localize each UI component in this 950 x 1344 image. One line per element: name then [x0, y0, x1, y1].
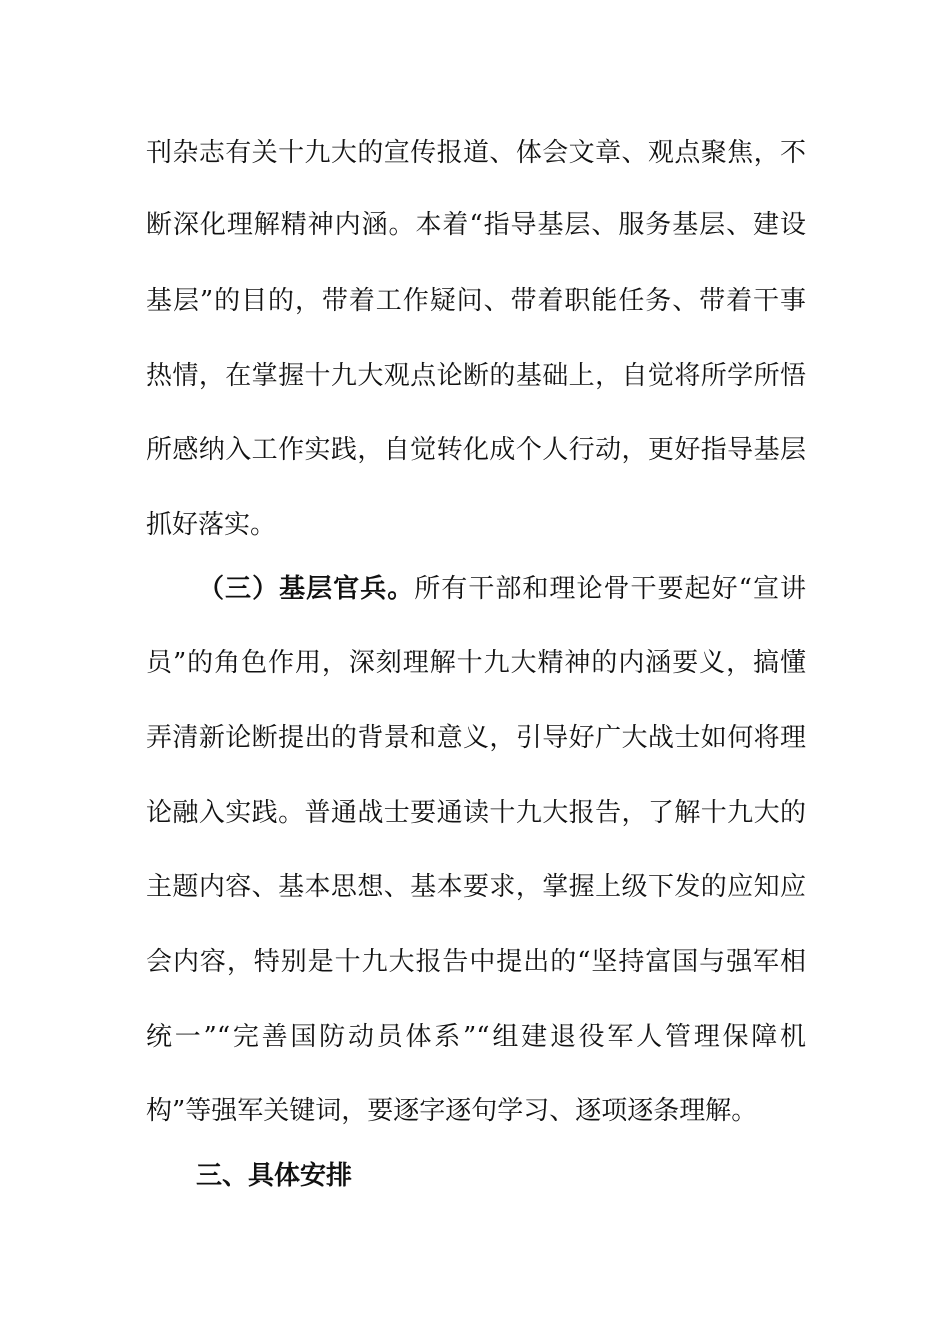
paragraph-line: 热情，在掌握十九大观点论断的基础上，自觉将所学所悟	[146, 361, 806, 391]
paragraph-line: 所感纳入工作实践，自觉转化成个人行动，更好指导基层	[146, 435, 806, 465]
paragraph-line: 抓好落实。	[146, 510, 277, 540]
paragraph-line: 论融入实践。普通战士要通读十九大报告，了解十九大的	[146, 798, 806, 828]
section-heading: 三、具体安排	[196, 1161, 353, 1191]
subsection-title: （三）基层官兵。	[198, 574, 415, 604]
paragraph-line: 构”等强军关键词，要逐字逐句学习、逐项逐条理解。	[146, 1096, 758, 1126]
paragraph-line: 会内容，特别是十九大报告中提出的“坚持富国与强军相	[146, 947, 806, 977]
paragraph-line: 主题内容、基本思想、基本要求，掌握上级下发的应知应	[146, 872, 806, 902]
paragraph-line: 断深化理解精神内涵。本着“指导基层、服务基层、建设	[146, 210, 806, 240]
paragraph-line: 基层”的目的，带着工作疑问、带着职能任务、带着干事	[146, 286, 806, 316]
paragraph-line: 弄清新论断提出的背景和意义，引导好广大战士如何将理	[146, 723, 806, 753]
paragraph-lead-text: 所有干部和理论骨干要起好“宣讲	[414, 574, 806, 604]
paragraph-lead-line	[198, 571, 806, 607]
paragraph-line: 统一”“完善国防动员体系”“组建退役军人管理保障机	[146, 1022, 806, 1052]
paragraph-line: 员”的角色作用，深刻理解十九大精神的内涵要义，搞懂	[146, 648, 806, 678]
paragraph-line: 刊杂志有关十九大的宣传报道、体会文章、观点聚焦，不	[146, 138, 806, 168]
